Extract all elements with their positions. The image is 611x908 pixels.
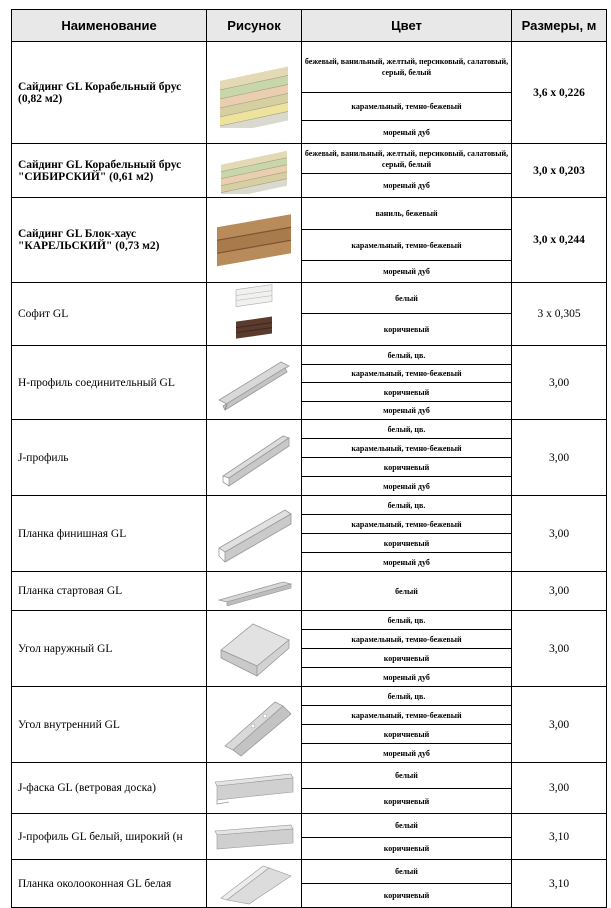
- size-value: 3,0 x 0,203: [512, 144, 607, 198]
- color-option: белый, цв.: [302, 611, 512, 630]
- color-option: коричневый: [302, 649, 512, 668]
- h-profile-image: [207, 346, 302, 420]
- size-value: 3,10: [512, 860, 607, 908]
- block-house-image: [207, 198, 302, 283]
- color-option: коричневый: [302, 884, 512, 908]
- color-option: мореный дуб: [302, 744, 512, 763]
- color-option: карамельный, темно-бежевый: [302, 630, 512, 649]
- product-name: Угол внутренний GL: [12, 687, 207, 763]
- table-row: [12, 814, 607, 838]
- color-option: мореный дуб: [302, 477, 512, 496]
- color-option: мореный дуб: [302, 402, 512, 420]
- color-option: мореный дуб: [302, 261, 512, 283]
- color-option: белый, цв.: [302, 687, 512, 706]
- color-option: белый, цв.: [302, 496, 512, 515]
- product-name: Угол наружный GL: [12, 611, 207, 687]
- color-option: коричневый: [302, 789, 512, 814]
- product-name: Сайдинг GL Корабельный брус (0,82 м2): [12, 42, 207, 144]
- size-value: 3 x 0,305: [512, 283, 607, 346]
- size-value: 3,00: [512, 420, 607, 496]
- color-option: белый: [302, 763, 512, 789]
- finish-strip-image: [207, 496, 302, 572]
- table-row: [12, 860, 607, 884]
- color-option: бежевый, ванильный, желтый, персиковый, салатовый, серый, белый: [302, 42, 512, 93]
- j-profile-image: [207, 420, 302, 496]
- outer-corner-image: [207, 611, 302, 687]
- product-name: Планка стартовая GL: [12, 572, 207, 611]
- price-table: [11, 9, 607, 908]
- color-option: мореный дуб: [302, 174, 512, 198]
- product-name: J-профиль: [12, 420, 207, 496]
- table-row: [12, 346, 607, 365]
- wide-j-profile-image: [207, 814, 302, 860]
- table-row: [12, 763, 607, 789]
- product-name: J-фаска GL (ветровая доска): [12, 763, 207, 814]
- size-value: 3,10: [512, 814, 607, 860]
- size-value: 3,6 x 0,226: [512, 42, 607, 144]
- color-option: коричневый: [302, 725, 512, 744]
- color-option: карамельный, темно-бежевый: [302, 706, 512, 725]
- table-row: [12, 496, 607, 515]
- header-row: [12, 10, 607, 42]
- header-picture: Рисунок: [207, 10, 302, 42]
- inner-corner-image: [207, 687, 302, 763]
- size-value: 3,00: [512, 763, 607, 814]
- table-row: [12, 144, 607, 174]
- color-option: коричневый: [302, 314, 512, 346]
- color-option: карамельный, темно-бежевый: [302, 515, 512, 534]
- color-option: белый: [302, 860, 512, 884]
- table-row: [12, 687, 607, 706]
- color-option: карамельный, темно-бежевый: [302, 93, 512, 121]
- table-row: [12, 420, 607, 439]
- product-name: Сайдинг GL Блок-хаус "КАРЕЛЬСКИЙ" (0,73 м2): [12, 198, 207, 283]
- color-option: белый, цв.: [302, 420, 512, 439]
- color-option: карамельный, темно-бежевый: [302, 365, 512, 383]
- color-option: белый, цв.: [302, 346, 512, 365]
- color-option: коричневый: [302, 838, 512, 860]
- color-option: коричневый: [302, 458, 512, 477]
- color-option: карамельный, темно-бежевый: [302, 439, 512, 458]
- product-name: J-профиль GL белый, широкий (н: [12, 814, 207, 860]
- color-option: мореный дуб: [302, 668, 512, 687]
- color-option: мореный дуб: [302, 553, 512, 572]
- product-name: Планка околооконная GL белая: [12, 860, 207, 908]
- size-value: 3,00: [512, 572, 607, 611]
- product-name: H-профиль соединительный GL: [12, 346, 207, 420]
- j-bevel-image: [207, 763, 302, 814]
- size-value: 3,00: [512, 611, 607, 687]
- table-row: [12, 198, 607, 230]
- size-value: 3,00: [512, 687, 607, 763]
- color-option: ваниль, бежевый: [302, 198, 512, 230]
- starter-strip-image: [207, 572, 302, 611]
- color-option: белый: [302, 572, 512, 611]
- soffit-image: [207, 283, 302, 346]
- color-option: бежевый, ванильный, желтый, персиковый, салатовый, серый, белый: [302, 144, 512, 174]
- color-option: мореный дуб: [302, 121, 512, 144]
- table-row: [12, 283, 607, 314]
- siberian-siding-image: [207, 144, 302, 198]
- size-value: 3,0 x 0,244: [512, 198, 607, 283]
- header-size: Размеры, м: [512, 10, 607, 42]
- color-option: белый: [302, 283, 512, 314]
- color-option: карамельный, темно-бежевый: [302, 230, 512, 261]
- table-row: [12, 42, 607, 93]
- size-value: 3,00: [512, 496, 607, 572]
- table-row: [12, 611, 607, 630]
- header-color: Цвет: [302, 10, 512, 42]
- product-name: Сайдинг GL Корабельный брус "СИБИРСКИЙ" (0,61 м2): [12, 144, 207, 198]
- header-name: Наименование: [12, 10, 207, 42]
- product-name: Планка финишная GL: [12, 496, 207, 572]
- window-strip-image: [207, 860, 302, 908]
- color-option: коричневый: [302, 383, 512, 402]
- table-row: [12, 572, 607, 611]
- color-option: коричневый: [302, 534, 512, 553]
- ship-siding-image: [207, 42, 302, 144]
- color-option: белый: [302, 814, 512, 838]
- size-value: 3,00: [512, 346, 607, 420]
- product-name: Софит GL: [12, 283, 207, 346]
